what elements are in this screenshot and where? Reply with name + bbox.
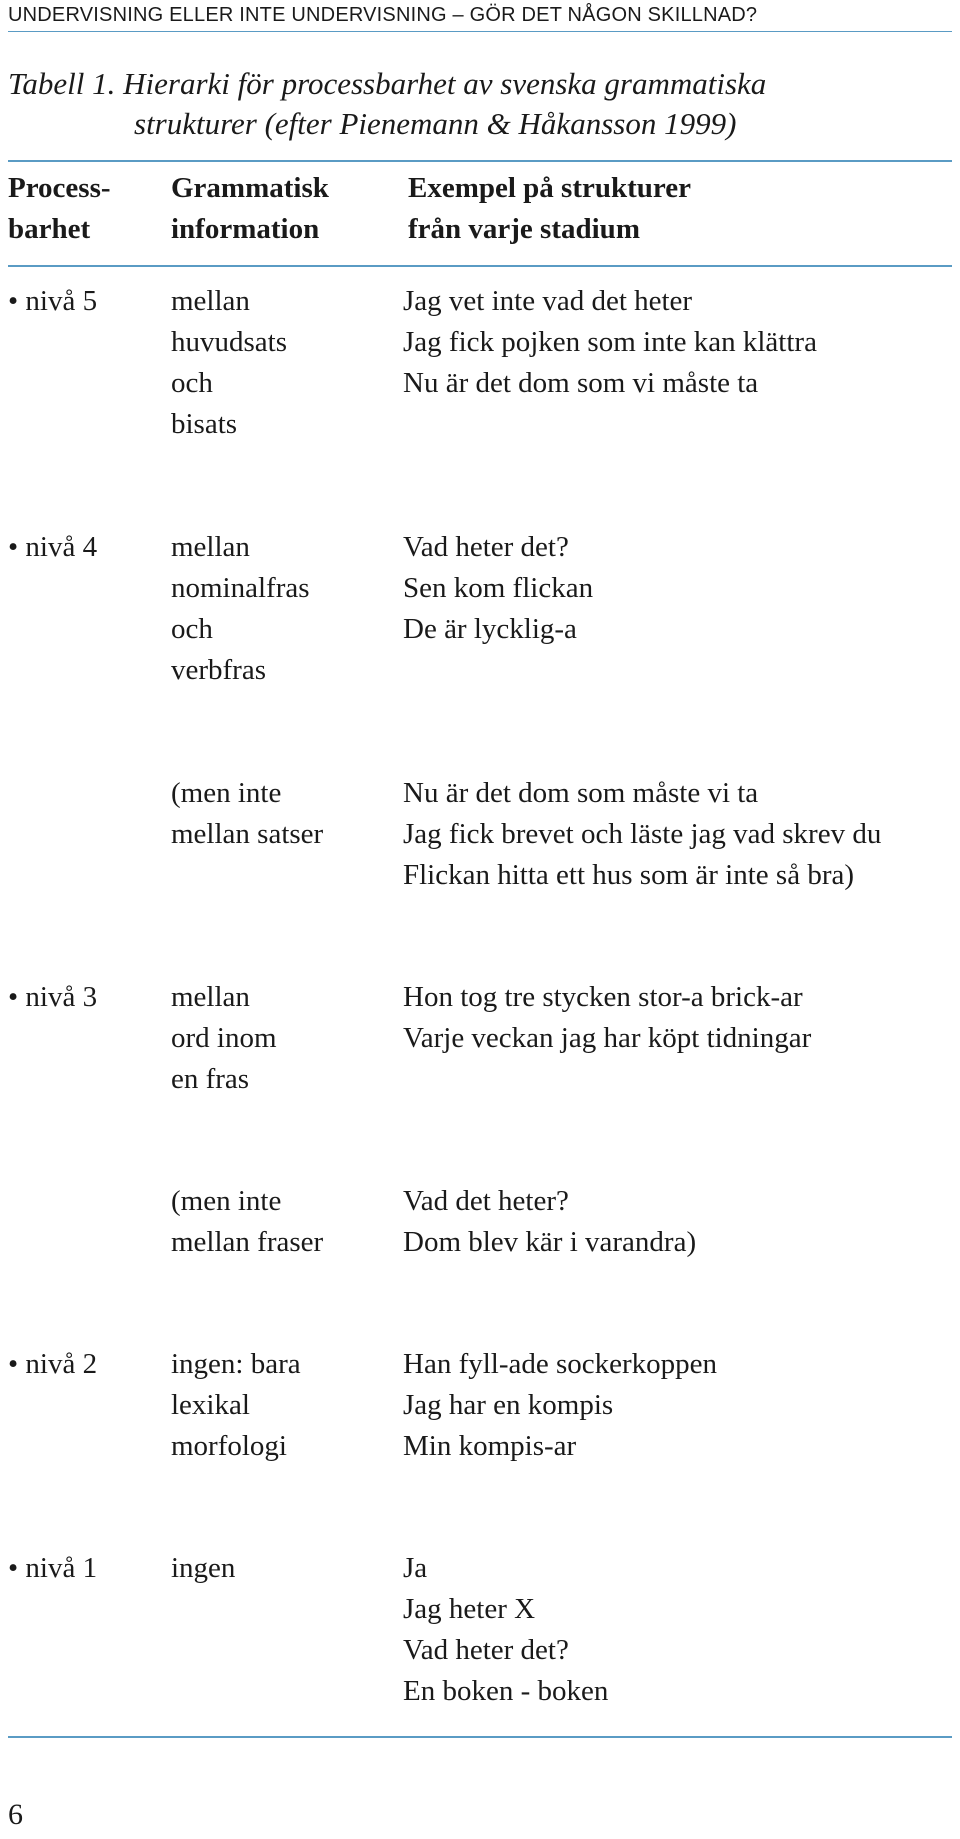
header-bottom-rule	[8, 265, 952, 267]
examples-cell: Han fyll-ade sockerkoppen Jag har en kompis Min kompis-ar	[403, 1348, 718, 1462]
table-caption	[8, 64, 766, 144]
level-cell: • nivå 1	[8, 1552, 98, 1584]
info-cell: mellan ord inom en fras	[171, 981, 277, 1095]
caption-line-1: Tabell 1. Hierarki för processbarhet av svenska grammatiska	[8, 66, 767, 101]
level-cell: • nivå 3	[8, 981, 98, 1013]
info-cell: ingen: bara lexikal morfologi	[171, 1348, 301, 1462]
info-cell: mellan nominalfras och verbfras	[171, 531, 310, 686]
running-header: UNDERVISNING ELLER INTE UNDERVISNING – GÖR DET NÅGON SKILLNAD?	[8, 4, 758, 26]
examples-cell: Vad heter det? Sen kom flickan De är lycklig-a	[403, 531, 594, 645]
info-cell: mellan huvudsats och bisats	[171, 285, 287, 440]
level-cell: • nivå 5	[8, 285, 98, 317]
examples-cell: Nu är det dom som måste vi ta Jag fick brevet och läste jag vad skrev du Flickan hitta ett hus som är inte så bra)	[403, 777, 882, 891]
info-cell: ingen	[171, 1552, 236, 1584]
info-cell: (men inte mellan fraser	[171, 1185, 324, 1258]
header-rule	[8, 31, 952, 32]
examples-cell: Hon tog tre stycken stor-a brick-ar Varje veckan jag har köpt tidningar	[403, 981, 812, 1054]
examples-cell: Jag vet inte vad det heter Jag fick pojken som inte kan klättra Nu är det dom som vi måste ta	[403, 285, 817, 399]
examples-cell: Ja Jag heter X Vad heter det? En boken - boken	[403, 1552, 609, 1707]
info-cell: (men inte mellan satser	[171, 777, 324, 850]
examples-cell: Vad det heter? Dom blev kär i varandra)	[403, 1185, 697, 1258]
level-cell: • nivå 2	[8, 1348, 98, 1380]
column-header-examples: Exempel på strukturer från varje stadium	[408, 172, 692, 245]
column-header-grammatical-information: Grammatisk information	[171, 172, 329, 245]
column-header-processability: Process- barhet	[8, 172, 111, 245]
table-top-rule	[8, 160, 952, 162]
page-number: 6	[8, 1798, 23, 1831]
caption-line-2: strukturer (efter Pienemann & Håkansson 1999)	[134, 106, 737, 141]
table-bottom-rule	[8, 1736, 952, 1738]
level-cell: • nivå 4	[8, 531, 98, 563]
